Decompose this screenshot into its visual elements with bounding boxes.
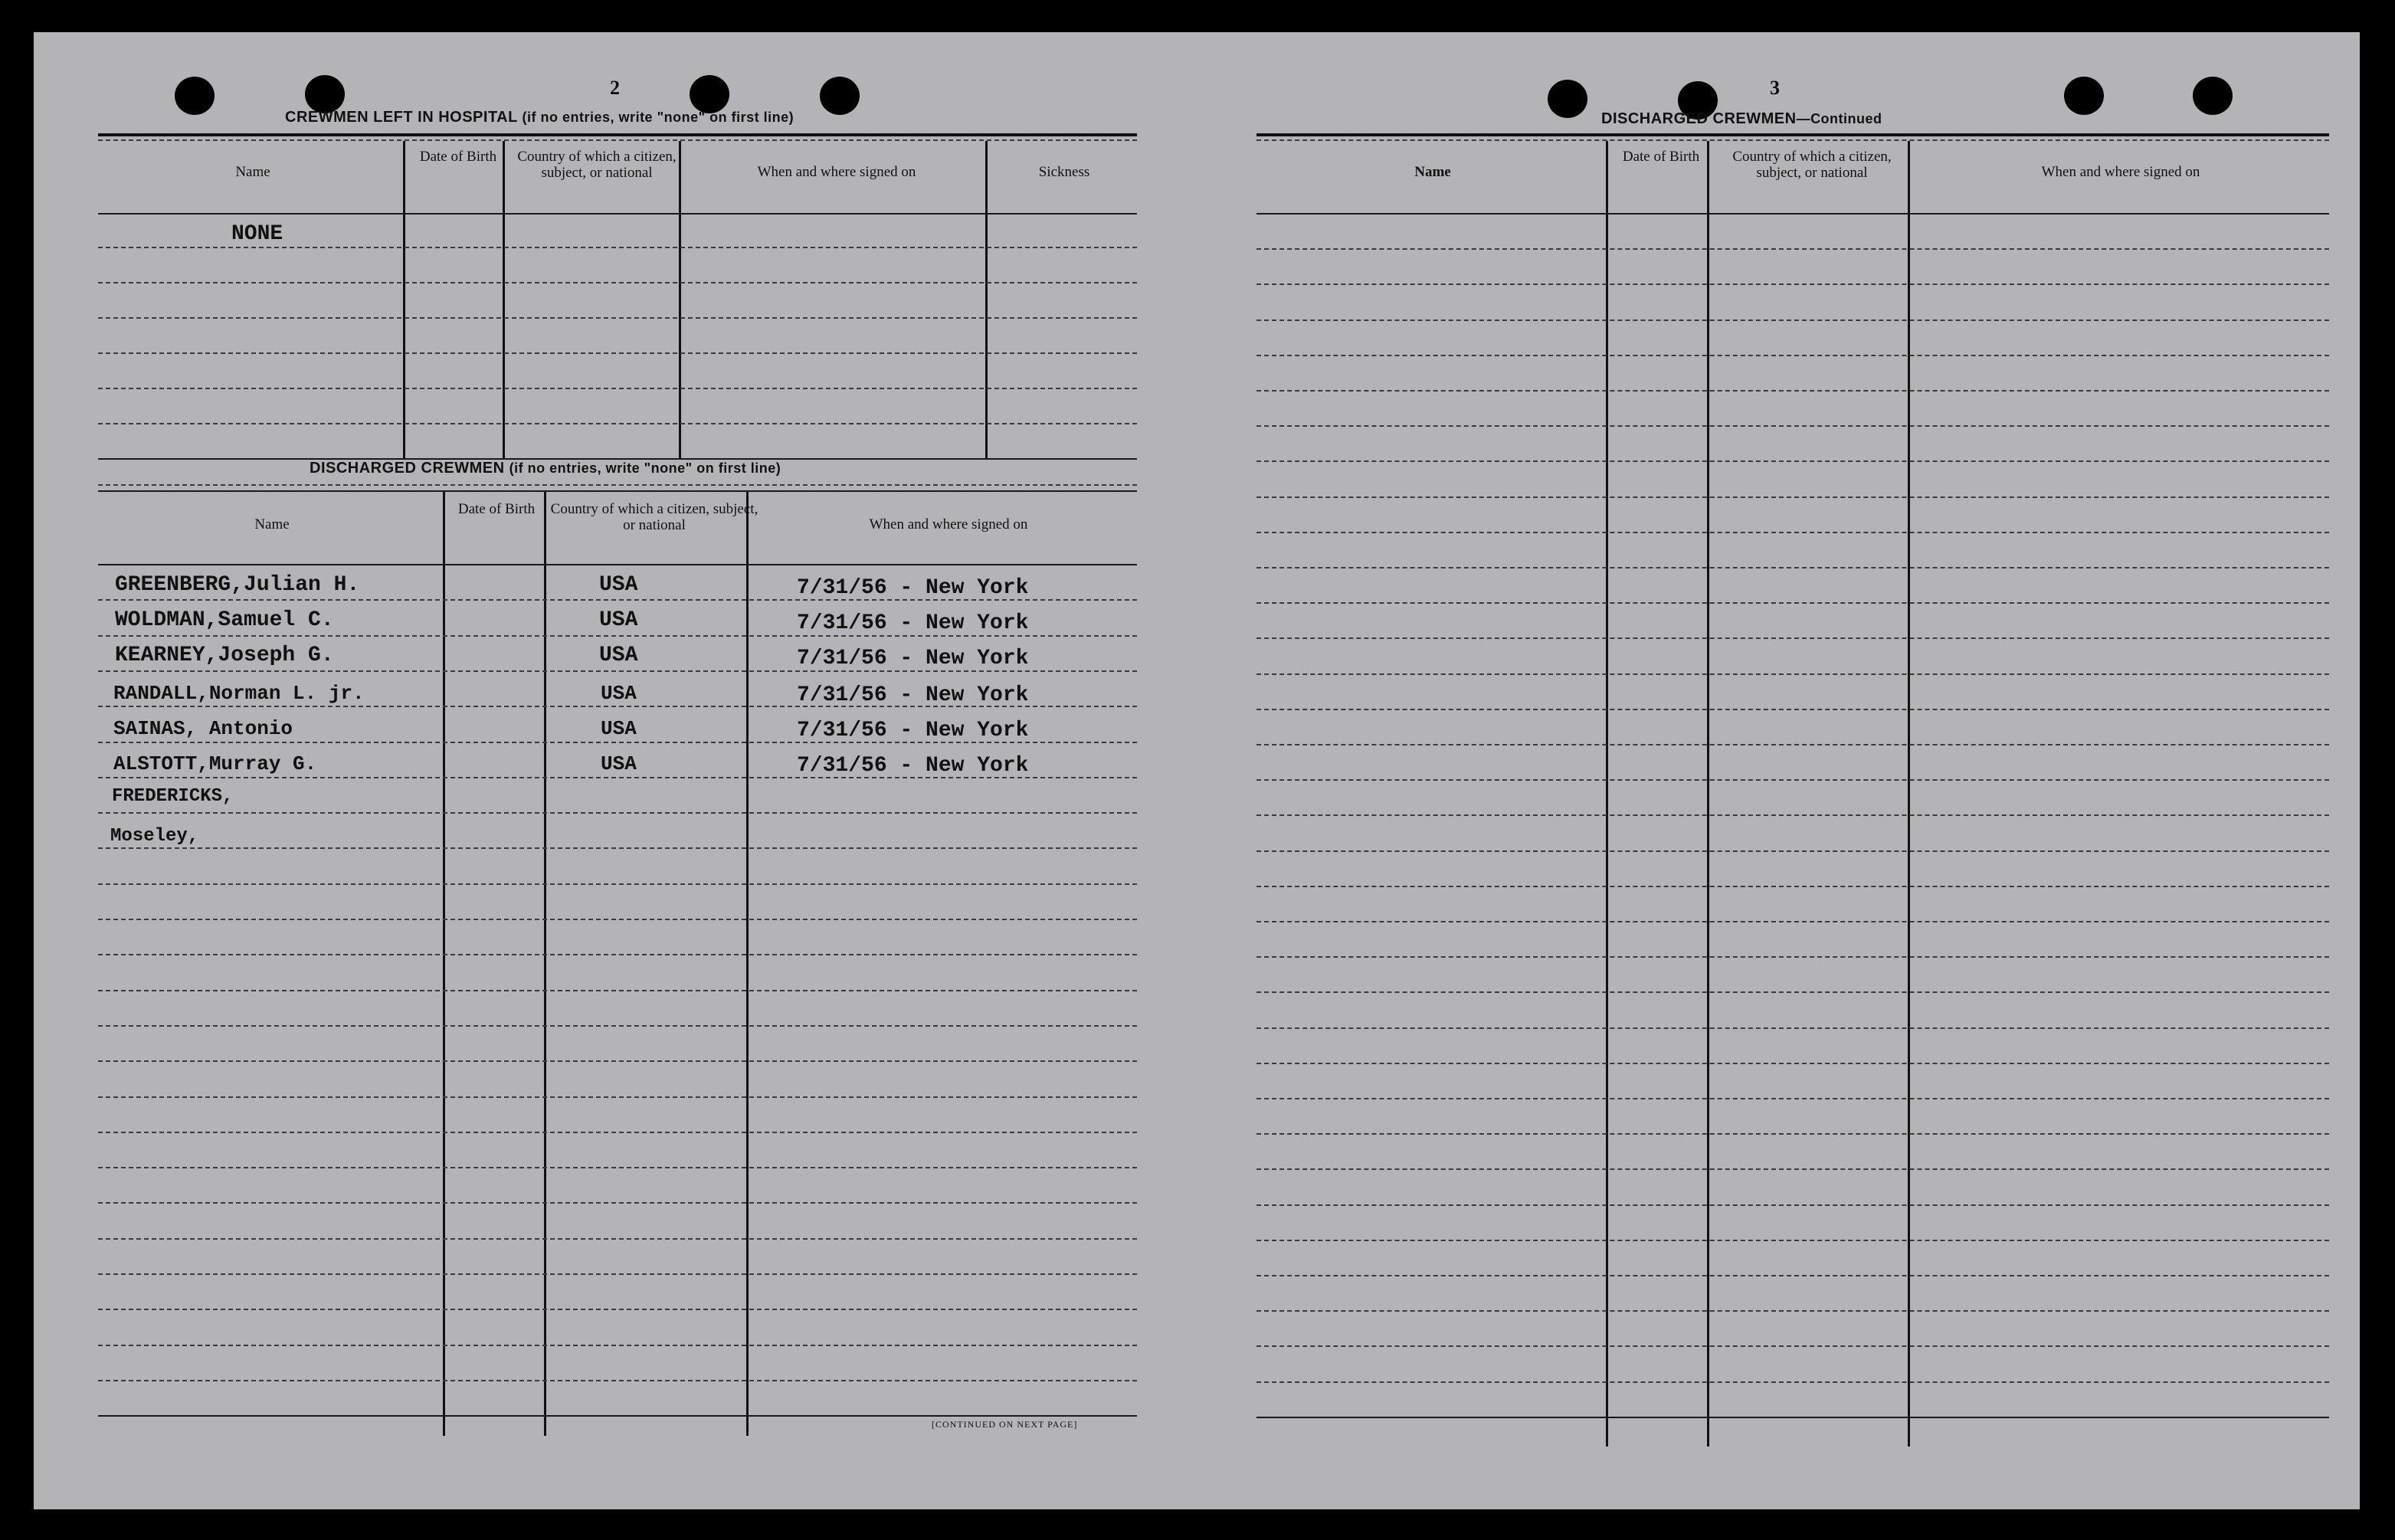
table-rule bbox=[98, 1096, 1137, 1098]
discharged-signed-on: 7/31/56 - New York bbox=[797, 611, 1029, 635]
discharged-signed-on: 7/31/56 - New York bbox=[797, 719, 1029, 742]
discharged-signed-on: 7/31/56 - New York bbox=[797, 754, 1029, 778]
table-rule bbox=[1256, 1063, 2329, 1064]
table-rule bbox=[98, 490, 1137, 492]
hospital-entry-none: NONE bbox=[231, 222, 283, 246]
table-rule bbox=[98, 812, 1137, 814]
table-rule bbox=[1256, 602, 2329, 604]
table-rule bbox=[98, 282, 1137, 283]
table-rule bbox=[1256, 425, 2329, 427]
table-rule bbox=[1256, 1345, 2329, 1347]
discharged-country: USA bbox=[599, 644, 638, 667]
table-rule bbox=[98, 919, 1137, 920]
discharged-title-text: DISCHARGED CREWMEN bbox=[310, 460, 505, 477]
table-rule bbox=[1256, 1310, 2329, 1312]
page-number-right: 3 bbox=[1770, 77, 1780, 99]
punch-hole bbox=[2064, 77, 2104, 115]
discharged-name: Moseley, bbox=[110, 826, 199, 847]
column-divider bbox=[679, 141, 681, 458]
table-rule bbox=[1256, 139, 2329, 141]
table-rule bbox=[98, 670, 1137, 672]
punch-hole bbox=[690, 75, 729, 113]
column-divider bbox=[503, 141, 505, 458]
hospital-instruction: (if no entries, write "none" on first line) bbox=[522, 110, 795, 125]
column-divider bbox=[985, 141, 988, 458]
table-rule bbox=[1256, 1168, 2329, 1170]
discharged-signed-on: 7/31/56 - New York bbox=[797, 683, 1029, 707]
discharged-name: GREENBERG,Julian H. bbox=[115, 573, 360, 597]
table-rule bbox=[98, 1309, 1137, 1310]
table-rule bbox=[1256, 1240, 2329, 1241]
table-rule bbox=[98, 352, 1137, 354]
discharged-col-country: Country of which a citizen, subject, or national bbox=[550, 501, 758, 533]
table-rule bbox=[98, 990, 1137, 991]
right-col-name: Name bbox=[1414, 164, 1451, 180]
table-rule bbox=[1256, 532, 2329, 533]
right-section-title bbox=[1601, 110, 1882, 128]
table-rule bbox=[98, 1132, 1137, 1133]
table-rule bbox=[1256, 355, 2329, 356]
hospital-title-text: CREWMEN LEFT IN HOSPITAL bbox=[285, 109, 518, 126]
discharged-name: SAINAS, Antonio bbox=[113, 717, 293, 740]
table-rule bbox=[1256, 319, 2329, 321]
punch-hole bbox=[305, 75, 345, 113]
table-rule bbox=[98, 847, 1137, 849]
table-rule bbox=[1256, 1204, 2329, 1206]
continued-footer: [CONTINUED ON NEXT PAGE] bbox=[932, 1419, 1078, 1430]
table-rule bbox=[1256, 1381, 2329, 1383]
table-rule bbox=[1256, 991, 2329, 993]
column-divider bbox=[1908, 141, 1910, 1447]
table-rule bbox=[98, 388, 1137, 389]
right-title-text: DISCHARGED CREWMEN bbox=[1601, 110, 1797, 127]
table-rule bbox=[1256, 1098, 2329, 1099]
table-rule bbox=[1256, 744, 2329, 745]
table-rule bbox=[98, 1025, 1137, 1027]
table-rule bbox=[98, 1415, 1137, 1417]
column-divider bbox=[1606, 141, 1608, 1447]
discharged-col-name: Name bbox=[254, 516, 290, 532]
hospital-col-country: Country of which a citizen, subject, or national bbox=[517, 149, 677, 181]
table-rule bbox=[1256, 814, 2329, 816]
discharged-name: ALSTOTT,Murray G. bbox=[113, 752, 317, 775]
column-divider bbox=[544, 492, 546, 1436]
table-rule bbox=[1256, 133, 2329, 136]
punch-hole bbox=[175, 77, 215, 115]
table-rule bbox=[98, 247, 1137, 248]
table-rule bbox=[1256, 390, 2329, 392]
table-rule bbox=[98, 954, 1137, 955]
table-rule bbox=[98, 1345, 1137, 1346]
table-rule bbox=[1256, 1417, 2329, 1418]
page-number-left: 2 bbox=[610, 77, 620, 99]
table-rule bbox=[1256, 886, 2329, 887]
punch-hole bbox=[2193, 77, 2233, 115]
table-rule bbox=[98, 883, 1137, 885]
table-rule bbox=[1256, 779, 2329, 781]
table-rule bbox=[98, 1238, 1137, 1240]
table-rule bbox=[98, 1380, 1137, 1381]
table-rule bbox=[98, 423, 1137, 424]
discharged-country: USA bbox=[601, 682, 637, 705]
hospital-col-sickness: Sickness bbox=[1038, 164, 1090, 180]
right-col-dob: Date of Birth bbox=[1622, 149, 1700, 165]
table-rule bbox=[98, 213, 1137, 215]
table-rule bbox=[1256, 248, 2329, 250]
hospital-col-name: Name bbox=[235, 164, 270, 180]
right-col-country: Country of which a citizen, subject, or national bbox=[1732, 149, 1892, 181]
table-rule bbox=[98, 139, 1137, 141]
discharged-country: USA bbox=[599, 573, 638, 597]
table-rule bbox=[1256, 1275, 2329, 1276]
table-rule bbox=[98, 1273, 1137, 1275]
discharged-country: USA bbox=[599, 608, 638, 632]
table-rule bbox=[98, 1060, 1137, 1062]
table-rule bbox=[1256, 956, 2329, 958]
hospital-col-dob: Date of Birth bbox=[419, 149, 497, 165]
hospital-section-title bbox=[285, 109, 794, 126]
table-rule bbox=[1256, 637, 2329, 639]
punch-hole bbox=[820, 77, 860, 115]
discharged-col-dob: Date of Birth bbox=[457, 501, 536, 517]
table-rule bbox=[1256, 1027, 2329, 1029]
discharged-section-title bbox=[310, 460, 781, 477]
table-rule bbox=[1256, 850, 2329, 852]
discharged-col-signed-on: When and where signed on bbox=[869, 516, 1028, 532]
discharged-name: RANDALL,Norman L. jr. bbox=[113, 682, 365, 705]
table-rule bbox=[98, 564, 1137, 565]
table-rule bbox=[98, 1167, 1137, 1168]
table-rule bbox=[1256, 283, 2329, 285]
table-rule bbox=[1256, 921, 2329, 922]
table-rule bbox=[1256, 460, 2329, 462]
document-sheet bbox=[34, 32, 2360, 1509]
discharged-name: FREDERICKS, bbox=[112, 786, 234, 807]
table-rule bbox=[98, 317, 1137, 319]
discharged-signed-on: 7/31/56 - New York bbox=[797, 647, 1029, 670]
table-rule bbox=[1256, 709, 2329, 710]
table-rule bbox=[1256, 1133, 2329, 1135]
discharged-instruction: (if no entries, write "none" on first line) bbox=[509, 460, 781, 476]
discharged-country: USA bbox=[601, 717, 637, 740]
column-divider bbox=[403, 141, 405, 458]
table-rule bbox=[98, 484, 1137, 486]
table-rule bbox=[98, 1202, 1137, 1204]
punch-hole bbox=[1548, 80, 1587, 118]
table-rule bbox=[98, 133, 1137, 136]
discharged-signed-on: 7/31/56 - New York bbox=[797, 576, 1029, 600]
right-title-suffix: —Continued bbox=[1796, 111, 1882, 126]
discharged-country: USA bbox=[601, 752, 637, 775]
column-divider bbox=[1707, 141, 1709, 1447]
table-rule bbox=[1256, 496, 2329, 498]
table-rule bbox=[1256, 567, 2329, 568]
discharged-name: WOLDMAN,Samuel C. bbox=[115, 608, 334, 632]
column-divider bbox=[443, 492, 445, 1436]
right-col-signed-on: When and where signed on bbox=[2041, 164, 2200, 180]
column-divider bbox=[746, 492, 749, 1436]
table-rule bbox=[1256, 213, 2329, 215]
discharged-name: KEARNEY,Joseph G. bbox=[115, 644, 334, 667]
table-rule bbox=[1256, 673, 2329, 675]
hospital-col-signed-on: When and where signed on bbox=[757, 164, 916, 180]
